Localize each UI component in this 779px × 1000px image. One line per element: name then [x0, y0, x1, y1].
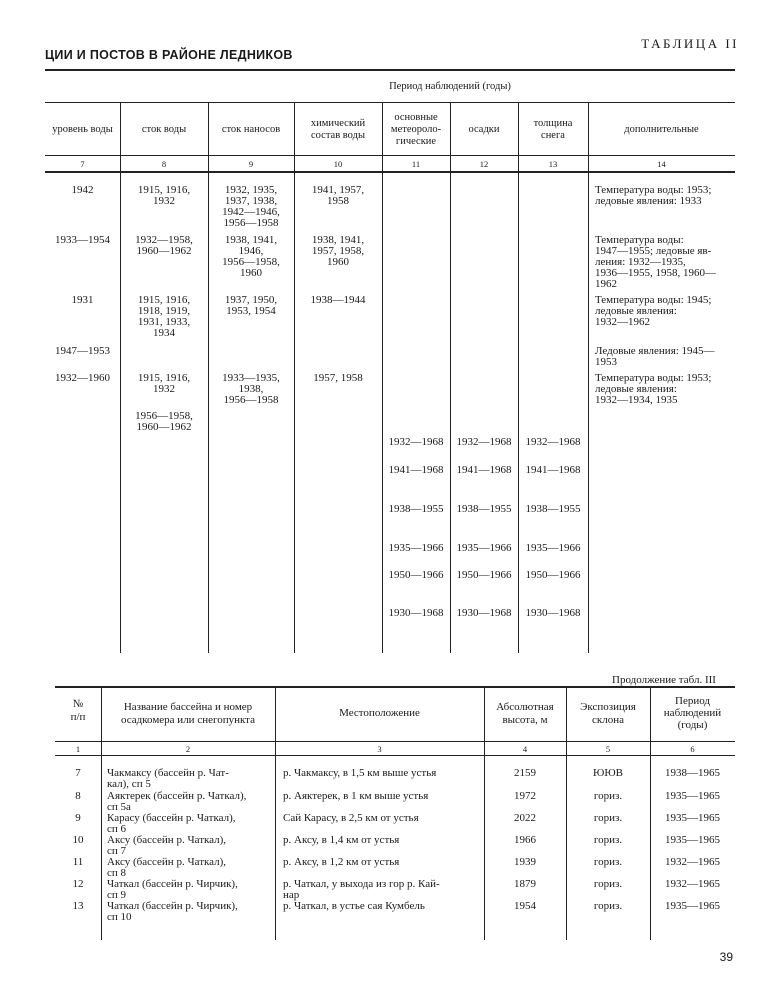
cell-snow: 1950—1966: [525, 569, 581, 581]
col-header-additional: дополнительные: [624, 124, 699, 135]
cell-meteo: 1938—1955: [388, 503, 444, 515]
row-number: 11: [72, 856, 84, 868]
bottom-table-rule-3: [55, 755, 735, 756]
cell-water-level: 1933—1954: [55, 234, 110, 246]
exposure: гориз.: [593, 812, 623, 824]
col-header-snow: толщина снега: [533, 118, 573, 141]
bottom-table-rule-2: [55, 741, 735, 742]
cell-chemistry: 1957, 1958: [313, 372, 363, 384]
location: Сай Карасу, в 2,5 км от устья: [283, 812, 419, 824]
altitude: 1966: [514, 834, 536, 846]
exposure: гориз.: [593, 900, 623, 912]
col-number: 13: [548, 159, 558, 169]
col-header-location: Местоположение: [339, 707, 420, 719]
bottom-table-rule-1: [55, 686, 735, 688]
row-number: 9: [75, 812, 81, 824]
location: р. Чаткал, у выхода из гор р. Кай- нар: [283, 878, 440, 901]
cell-water-runoff: 1956—1958, 1960—1962: [135, 410, 193, 433]
altitude: 1972: [514, 790, 536, 802]
period: 1935—1965: [665, 900, 720, 912]
period: 1935—1965: [665, 812, 720, 824]
basin-name: Аксу (бассейн р. Чаткал), сп 8: [107, 856, 227, 879]
col-number: 3: [377, 744, 382, 754]
col-number: 8: [161, 159, 167, 169]
col-number: 4: [522, 744, 528, 754]
cell-snow: 1938—1955: [525, 503, 581, 515]
period-header: Период наблюдений (годы): [389, 81, 511, 92]
cell-precip: 1935—1966: [456, 542, 512, 554]
col-number: 11: [411, 159, 421, 169]
location: р. Аксу, в 1,4 км от устья: [283, 834, 400, 846]
cell-water-level: 1947—1953: [55, 345, 110, 357]
period: 1935—1965: [665, 790, 720, 802]
cell-sediment-runoff: 1938, 1941, 1946, 1956—1958, 1960: [222, 234, 280, 279]
period: 1932—1965: [665, 856, 720, 868]
page-number: 39: [719, 950, 733, 964]
cell-additional: Ледовые явления: 1945— 1953: [595, 345, 715, 368]
cell-precip: 1932—1968: [456, 436, 512, 448]
col-number: 9: [248, 159, 254, 169]
table-caption: Продолжение табл. III: [612, 674, 716, 686]
row-number: 12: [72, 878, 84, 890]
cell-chemistry: 1941, 1957, 1958: [311, 184, 365, 207]
col-number: 7: [80, 159, 85, 169]
cell-chemistry: 1938, 1941, 1957, 1958, 1960: [311, 234, 365, 268]
basin-name: Карасу (бассейн р. Чаткал), сп 6: [107, 812, 236, 835]
period: 1935—1965: [665, 834, 720, 846]
cell-water-runoff: 1932—1958, 1960—1962: [135, 234, 193, 257]
cell-precip: 1930—1968: [456, 607, 512, 619]
col-header-exposure: Экспозиция склона: [580, 701, 636, 726]
header-rule: [45, 69, 735, 71]
cell-sediment-runoff: 1932, 1935, 1937, 1938, 1942—1946, 1956—1958: [222, 184, 280, 229]
row-number: 10: [72, 834, 84, 846]
page-heading-right: ТАБЛИЦА II: [641, 36, 739, 51]
top-table-rule-3: [45, 171, 735, 173]
cell-water-level: 1931: [71, 294, 94, 306]
altitude: 1879: [514, 878, 536, 890]
col-header-precip: осадки: [468, 124, 500, 135]
cell-additional: Температура воды: 1953; ледовые явления: 1932—1934, 1935: [595, 372, 712, 406]
col-header-number: № п/п: [70, 698, 86, 723]
location: р. Аксу, в 1,2 км от устья: [283, 856, 400, 868]
cell-sediment-runoff: 1933—1935, 1938, 1956—1958: [222, 372, 280, 406]
altitude: 2159: [514, 767, 536, 779]
col-number: 14: [657, 159, 666, 169]
col-header-basin-name: Название бассейна и номер осадкомера или снегопункта: [120, 701, 256, 726]
cell-meteo: 1950—1966: [388, 569, 444, 581]
altitude: 1954: [514, 900, 536, 912]
cell-water-level: 1942: [71, 184, 94, 196]
location: р. Чакмаксу, в 1,5 км выше устья: [283, 767, 437, 779]
basin-name: Чаткал (бассейн р. Чирчик), сп 10: [107, 900, 238, 923]
exposure: гориз.: [593, 878, 623, 890]
cell-water-runoff: 1915, 1916, 1932: [137, 372, 191, 395]
col-number: 5: [605, 744, 611, 754]
col-number: 12: [479, 159, 489, 169]
cell-meteo: 1932—1968: [388, 436, 444, 448]
basin-name: Чаткал (бассейн р. Чирчик), сп 9: [107, 878, 238, 901]
cell-water-runoff: 1915, 1916, 1918, 1919, 1931, 1933, 1934: [137, 294, 191, 339]
col-header-period: Период наблюдений (годы): [663, 695, 722, 731]
row-number: 8: [75, 790, 81, 802]
exposure: гориз.: [593, 856, 623, 868]
period: 1932—1965: [665, 878, 720, 890]
cell-additional: Температура воды: 1947—1955; ледовые яв- ления: 1932—1935, 1936—1955, 1958, 1960— 1962: [595, 234, 716, 290]
col-header-meteo: основные метеороло- гические: [390, 112, 442, 147]
cell-precip: 1938—1955: [456, 503, 512, 515]
period: 1938—1965: [665, 767, 720, 779]
location: р. Аяктерек, в 1 км выше устья: [283, 790, 429, 802]
col-header-sediment-runoff: сток наносов: [221, 124, 281, 135]
cell-snow: 1935—1966: [525, 542, 581, 554]
top-col-separator: [588, 103, 589, 653]
cell-precip: 1941—1968: [456, 464, 512, 476]
top-table-rule-2: [45, 155, 735, 156]
basin-name: Аяктерек (бассейн р. Чаткал), сп 5а: [107, 790, 247, 813]
cell-snow: 1932—1968: [525, 436, 581, 448]
page-heading-left: ЦИИ И ПОСТОВ В РАЙОНЕ ЛЕДНИКОВ: [45, 48, 293, 62]
col-header-water-level: уровень воды: [52, 124, 113, 135]
exposure: гориз.: [593, 790, 623, 802]
cell-water-level: 1932—1960: [55, 372, 110, 384]
cell-water-runoff: 1915, 1916, 1932: [137, 184, 191, 207]
col-number: 1: [75, 744, 81, 754]
location: р. Чаткал, в устье сая Кумбель: [283, 900, 425, 912]
cell-chemistry: 1938—1944: [310, 294, 366, 306]
col-number: 10: [333, 159, 343, 169]
basin-name: Чакмаксу (бассейн р. Чат- кал), сп 5: [107, 767, 229, 790]
altitude: 2022: [514, 812, 536, 824]
row-number: 7: [75, 767, 81, 779]
exposure: ЮЮВ: [593, 767, 623, 779]
row-number: 13: [72, 900, 84, 912]
cell-additional: Температура воды: 1945; ледовые явления: 1932—1962: [595, 294, 712, 328]
col-header-altitude: Абсолютная высота, м: [496, 701, 554, 726]
col-number: 6: [690, 744, 695, 754]
cell-precip: 1950—1966: [456, 569, 512, 581]
exposure: гориз.: [593, 834, 623, 846]
cell-sediment-runoff: 1937, 1950, 1953, 1954: [224, 294, 278, 317]
cell-snow: 1930—1968: [525, 607, 581, 619]
cell-snow: 1941—1968: [525, 464, 581, 476]
top-table-rule-1: [45, 102, 735, 103]
cell-meteo: 1935—1966: [388, 542, 444, 554]
basin-name: Аксу (бассейн р. Чаткал), сп 7: [107, 834, 227, 857]
bottom-col-separator: [275, 687, 276, 940]
col-number: 2: [185, 744, 191, 754]
cell-meteo: 1941—1968: [388, 464, 444, 476]
cell-meteo: 1930—1968: [388, 607, 444, 619]
col-header-chemistry: химический состав воды: [310, 118, 366, 141]
altitude: 1939: [514, 856, 536, 868]
col-header-water-runoff: сток воды: [141, 124, 187, 135]
cell-additional: Температура воды: 1953; ледовые явления: 1933: [595, 184, 712, 207]
